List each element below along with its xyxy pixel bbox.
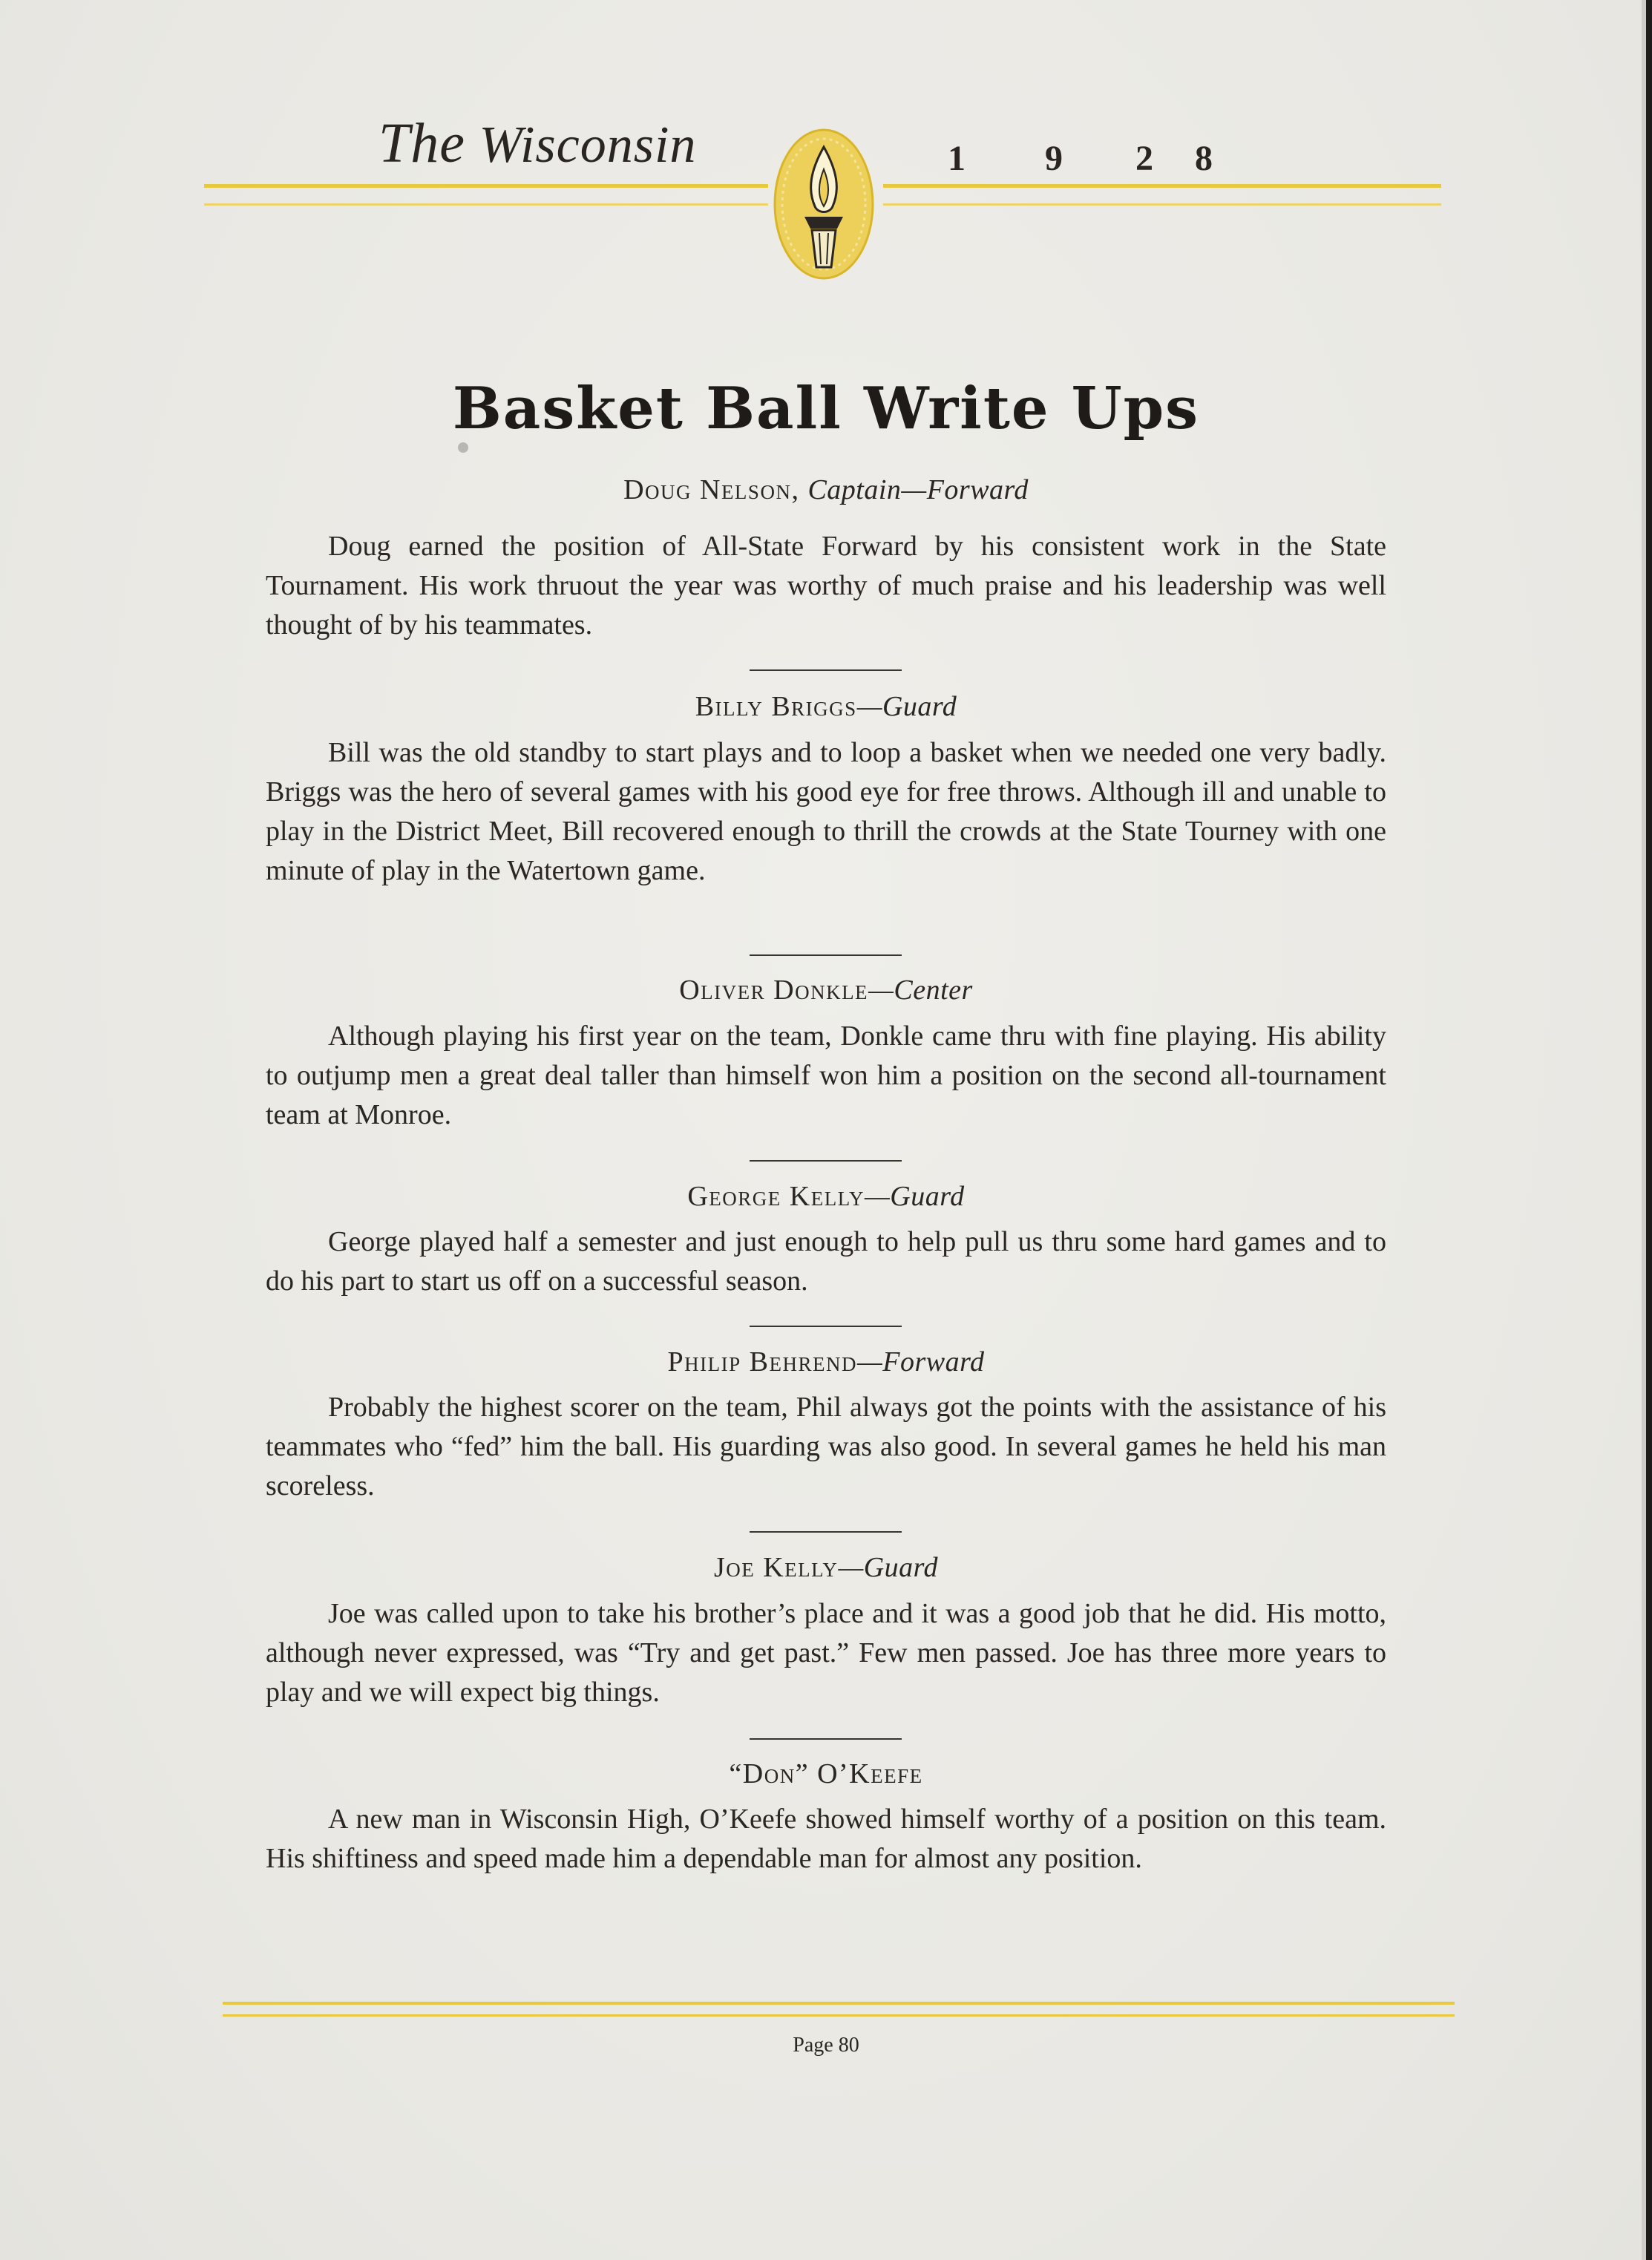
year-digit: 2 (1135, 139, 1153, 178)
player-role: —Guard (856, 691, 957, 722)
player-heading (0, 1758, 1652, 1790)
header-rule-top (204, 184, 768, 188)
page-edge (1646, 0, 1652, 2260)
header-rule-bottom (204, 203, 768, 206)
year-digit: 8 (1195, 139, 1213, 178)
player-writeup: George played half a semester and just enough to help pull us thru some hard games and to do his part to start us off on a successful season. (266, 1226, 1386, 1297)
year-digit: 9 (1045, 139, 1063, 178)
player-name: Philip Behrend (667, 1346, 857, 1378)
page-number: Page 80 (793, 2034, 859, 2057)
player-name: Oliver Donkle (679, 975, 869, 1006)
header-wisconsin: Wisconsin (479, 117, 697, 174)
player-role: —Guard (838, 1552, 939, 1583)
player-writeup: Joe was called upon to take his brother’s place and it was a good job that he did. His motto, although never expressed, was “Try and get past.” Few men passed. Joe has three more years to play and we will expect big things. (266, 1598, 1386, 1708)
torch-emblem-icon (772, 126, 876, 282)
section-divider (750, 1160, 902, 1162)
page-title: Basket Ball Write Ups (452, 375, 1200, 442)
player-name: Doug Nelson, (623, 474, 800, 505)
player-role: —Forward (856, 1346, 985, 1378)
player-heading (0, 1346, 1652, 1378)
footer-rule-bottom (223, 2014, 1455, 2017)
player-role: —Guard (865, 1181, 965, 1212)
header-rule-bottom-right (883, 203, 1441, 206)
footer-rule-top (223, 2002, 1455, 2005)
header-the: The (378, 112, 465, 174)
player-name: Joe Kelly (713, 1552, 839, 1583)
player-writeup: Bill was the old standby to start plays and to loop a basket when we needed one very badly. Briggs was the hero of several games with his good eye for free throws. Although ill and unable to play in the District Meet, Bill recovered enough to thrill the crowds at the State Tourney with one minute of play in the Watertown game. (266, 737, 1386, 886)
section-divider (750, 1326, 902, 1327)
paper-spot (458, 442, 468, 453)
player-role: —Center (868, 975, 973, 1006)
year-digit: 1 (948, 139, 966, 178)
player-heading (0, 1551, 1652, 1584)
section-divider (750, 1531, 902, 1533)
player-heading (0, 474, 1652, 506)
player-heading (0, 690, 1652, 723)
player-writeup: Although playing his first year on the team, Donkle came thru with fine playing. His ability to outjump men a great deal taller than himself won him a position on the second all-tournament team at Monroe. (266, 1021, 1386, 1130)
player-name: Billy Briggs (695, 691, 857, 722)
section-divider (750, 1738, 902, 1740)
player-role: Captain—Forward (807, 474, 1029, 505)
player-name: “Don” O’Keefe (729, 1758, 923, 1789)
section-divider (750, 954, 902, 956)
player-writeup: Doug earned the position of All-State Forward by his consistent work in the State Tournament. His work thruout the year was worthy of much praise and his leadership was well thought of by his teammates. (266, 531, 1386, 641)
player-writeup: Probably the highest scorer on the team, Phil always got the points with the assistance of his teammates who “fed” him the ball. His guarding was also good. In several games he held his man scoreless. (266, 1392, 1386, 1501)
header-title (378, 111, 696, 176)
player-heading (0, 1180, 1652, 1213)
player-heading (0, 974, 1652, 1006)
section-divider (750, 669, 902, 671)
player-name: George Kelly (687, 1181, 865, 1212)
header-rule-top-right (883, 184, 1441, 188)
player-writeup: A new man in Wisconsin High, O’Keefe showed himself worthy of a position on this team. His shiftiness and speed made him a dependable man for almost any position. (266, 1804, 1386, 1874)
